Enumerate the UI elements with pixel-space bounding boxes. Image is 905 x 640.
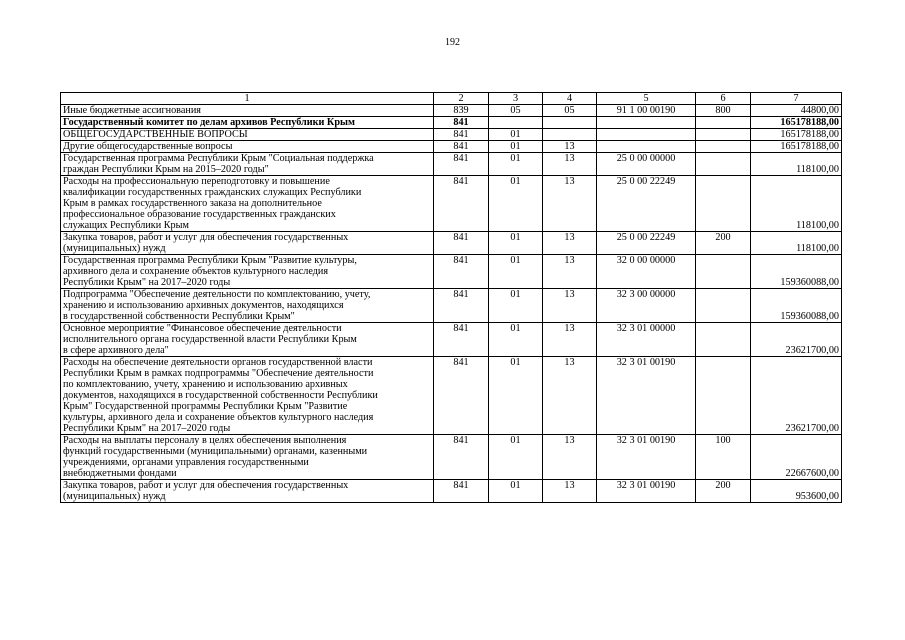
row-code-ministry: 841 [434,255,489,289]
row-code-section: 01 [489,323,543,357]
row-description: Иные бюджетные ассигнования [61,105,434,117]
row-code-ministry: 841 [434,435,489,480]
row-code-section: 01 [489,232,543,255]
table-header-row [61,93,842,105]
row-code-ministry: 841 [434,153,489,176]
row-code-expense-type [696,129,751,141]
row-code-ministry: 841 [434,141,489,153]
row-code-target: 91 1 00 00190 [597,105,696,117]
row-amount: 165178188,00 [751,141,842,153]
table-row [61,232,842,255]
row-code-section: 01 [489,289,543,323]
row-code-target: 32 3 01 00000 [597,323,696,357]
column-header: 2 [434,93,489,105]
row-code-target: 32 3 01 00190 [597,480,696,503]
column-header: 3 [489,93,543,105]
row-description: Государственная программа Республики Крым "Развитие культуры, архивного дела и сохранение объектов культурного наследия Республики Крым" на 2017–2020 годы [61,255,434,289]
row-code-target: 25 0 00 00000 [597,153,696,176]
row-code-target: 32 3 01 00190 [597,435,696,480]
row-code-ministry: 841 [434,480,489,503]
table-row [61,255,842,289]
row-amount: 118100,00 [751,232,842,255]
row-code-expense-type [696,176,751,232]
table-row [61,141,842,153]
row-code-subsection [543,117,597,129]
row-code-section: 05 [489,105,543,117]
row-code-target: 32 3 00 00000 [597,289,696,323]
row-amount: 118100,00 [751,153,842,176]
column-header: 1 [61,93,434,105]
row-code-subsection: 13 [543,176,597,232]
row-code-ministry: 841 [434,323,489,357]
row-code-target [597,117,696,129]
row-code-target: 25 0 00 22249 [597,232,696,255]
row-description: Расходы на обеспечение деятельности органов государственной власти Республики Крым в рамках подпрограммы "Обеспечение деятельности по комплектованию, учету, хранению и использованию архивных документов, находящихся в государственной собственности Республики Крым" Государственной программы Республики Крым "Развитие культуры, архивного дела и сохранение объектов культурного наследия Республики Крым" на 2017–2020 годы [61,357,434,435]
row-code-expense-type: 200 [696,480,751,503]
row-code-target [597,129,696,141]
row-code-expense-type [696,117,751,129]
row-code-section: 01 [489,141,543,153]
row-code-section: 01 [489,435,543,480]
row-amount: 165178188,00 [751,129,842,141]
column-header: 5 [597,93,696,105]
row-amount: 159360088,00 [751,289,842,323]
row-amount: 165178188,00 [751,117,842,129]
row-code-ministry: 841 [434,176,489,232]
row-amount: 953600,00 [751,480,842,503]
row-code-expense-type: 800 [696,105,751,117]
row-amount: 44800,00 [751,105,842,117]
row-description: Государственный комитет по делам архивов Республики Крым [61,117,434,129]
row-code-ministry: 839 [434,105,489,117]
row-code-section: 01 [489,153,543,176]
column-header: 6 [696,93,751,105]
row-code-subsection: 13 [543,435,597,480]
row-code-expense-type [696,141,751,153]
row-code-subsection: 13 [543,141,597,153]
row-code-subsection: 13 [543,232,597,255]
row-description: Подпрограмма "Обеспечение деятельности по комплектованию, учету, хранению и использованию архивных документов, находящихся в государственной собственности Республики Крым" [61,289,434,323]
row-code-section: 01 [489,357,543,435]
row-amount: 118100,00 [751,176,842,232]
row-code-section: 01 [489,176,543,232]
row-amount: 23621700,00 [751,323,842,357]
table-row [61,176,842,232]
table-row [61,323,842,357]
table-row [61,129,842,141]
row-code-target: 25 0 00 22249 [597,176,696,232]
row-code-expense-type [696,255,751,289]
row-code-target: 32 3 01 00190 [597,357,696,435]
row-code-expense-type [696,153,751,176]
row-code-subsection: 13 [543,480,597,503]
row-code-expense-type: 200 [696,232,751,255]
row-code-section [489,117,543,129]
row-code-subsection: 13 [543,255,597,289]
table-row [61,105,842,117]
row-description: Расходы на выплаты персоналу в целях обеспечения выполнения функций государственными (муниципальными) органами, казенными учреждениями, органами управления государственными внебюджетными фондами [61,435,434,480]
row-code-target [597,141,696,153]
row-code-expense-type [696,357,751,435]
row-code-ministry: 841 [434,117,489,129]
row-code-ministry: 841 [434,289,489,323]
row-code-subsection: 13 [543,153,597,176]
page-number: 192 [445,37,460,48]
table-row [61,117,842,129]
row-code-subsection: 13 [543,289,597,323]
table-row [61,153,842,176]
row-code-subsection [543,129,597,141]
row-code-subsection: 13 [543,357,597,435]
column-header: 4 [543,93,597,105]
row-code-ministry: 841 [434,129,489,141]
table-row [61,435,842,480]
column-header: 7 [751,93,842,105]
row-amount: 22667600,00 [751,435,842,480]
row-code-ministry: 841 [434,232,489,255]
row-code-section: 01 [489,255,543,289]
budget-table [60,92,842,503]
row-code-section: 01 [489,129,543,141]
budget-table-body [61,93,842,503]
table-row [61,289,842,323]
row-code-expense-type [696,289,751,323]
row-code-expense-type [696,323,751,357]
table-row [61,357,842,435]
row-code-ministry: 841 [434,357,489,435]
row-code-subsection: 13 [543,323,597,357]
row-description: Закупка товаров, работ и услуг для обеспечения государственных (муниципальных) нужд [61,480,434,503]
row-code-section: 01 [489,480,543,503]
row-code-subsection: 05 [543,105,597,117]
row-description: Другие общегосударственные вопросы [61,141,434,153]
row-code-target: 32 0 00 00000 [597,255,696,289]
row-amount: 159360088,00 [751,255,842,289]
row-description: Закупка товаров, работ и услуг для обеспечения государственных (муниципальных) нужд [61,232,434,255]
row-code-expense-type: 100 [696,435,751,480]
row-description: Государственная программа Республики Крым "Социальная поддержка граждан Республики Крым на 2015–2020 годы" [61,153,434,176]
row-description: Основное мероприятие "Финансовое обеспечение деятельности исполнительного органа государственной власти Республики Крым в сфере архивного дела" [61,323,434,357]
row-amount: 23621700,00 [751,357,842,435]
table-row [61,480,842,503]
row-description: ОБЩЕГОСУДАРСТВЕННЫЕ ВОПРОСЫ [61,129,434,141]
row-description: Расходы на профессиональную переподготовку и повышение квалификации государственных гражданских служащих Республики Крым в рамках государственного заказа на дополнительное профессиональное образование государственных гражданских служащих Республики Крым [61,176,434,232]
